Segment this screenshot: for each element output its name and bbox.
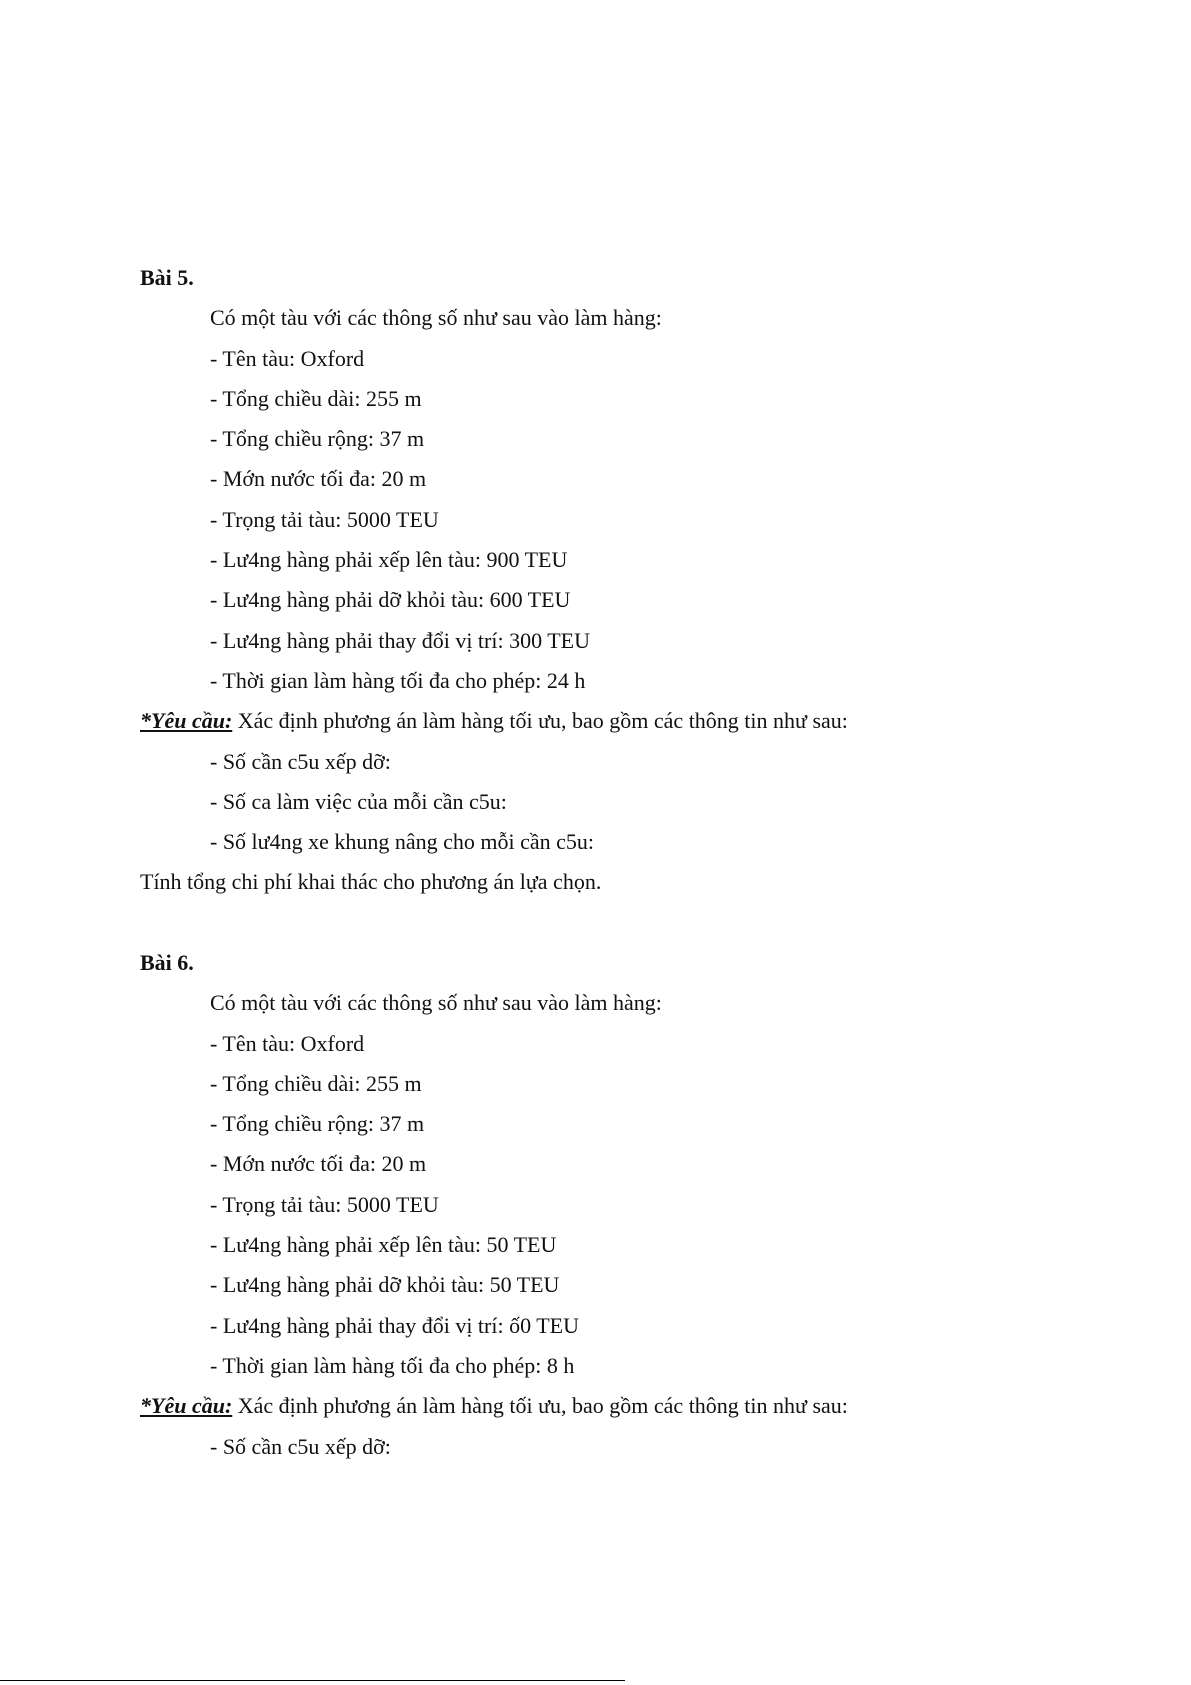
param-max-time: - Thời gian làm hàng tối đa cho phép: 24 h — [210, 667, 586, 693]
param-draft: - Mớn nước tối đa: 20 m — [210, 1151, 427, 1177]
requirement-item-cranes: - Số cần c5u xếp dỡ: — [210, 748, 391, 774]
param-load: - Lư4ng hàng phải xếp lên tàu: 900 TEU — [210, 547, 568, 573]
exercise-closing: Tính tổng chi phí khai thác cho phương án lựa chọn. — [140, 869, 602, 895]
param-restow: - Lư4ng hàng phải thay đổi vị trí: ố0 TEU — [210, 1312, 579, 1338]
param-capacity: - Trọng tải tàu: 5000 TEU — [210, 506, 439, 532]
requirement-line — [140, 701, 1120, 741]
requirement-text: Xác định phương án làm hàng tối ưu, bao gồm các thông tin như sau: — [232, 1393, 848, 1419]
exercise-5 — [140, 265, 1120, 903]
requirement-label: *Yêu cầu: — [140, 708, 233, 734]
exercise-heading: Bài 6. — [140, 950, 194, 975]
param-draft: - Mớn nước tối đa: 20 m — [210, 466, 427, 492]
requirement-line — [140, 1386, 1120, 1426]
param-length: - Tổng chiều dài: 255 m — [210, 385, 422, 411]
param-length: - Tổng chiều dài: 255 m — [210, 1070, 422, 1096]
param-unload: - Lư4ng hàng phải dỡ khỏi tàu: 50 TEU — [210, 1272, 560, 1298]
requirement-item-shifts: - Số ca làm việc của mỗi cần c5u: — [210, 788, 507, 814]
footer-divider — [0, 1680, 625, 1681]
param-ship-name: - Tên tàu: Oxford — [210, 1030, 365, 1056]
exercise-intro: Có một tàu với các thông số như sau vào làm hàng: — [210, 305, 662, 331]
param-capacity: - Trọng tải tàu: 5000 TEU — [210, 1191, 439, 1217]
exercise-intro: Có một tàu với các thông số như sau vào làm hàng: — [210, 990, 662, 1016]
param-width: - Tổng chiều rộng: 37 m — [210, 1111, 425, 1137]
param-max-time: - Thời gian làm hàng tối đa cho phép: 8 h — [210, 1352, 575, 1378]
param-restow: - Lư4ng hàng phải thay đổi vị trí: 300 TEU — [210, 627, 590, 653]
exercise-6 — [140, 950, 1120, 1467]
param-ship-name: - Tên tàu: Oxford — [210, 345, 365, 371]
param-load: - Lư4ng hàng phải xếp lên tàu: 50 TEU — [210, 1232, 557, 1258]
requirement-text: Xác định phương án làm hàng tối ưu, bao gồm các thông tin như sau: — [232, 708, 848, 734]
param-unload: - Lư4ng hàng phải dỡ khỏi tàu: 600 TEU — [210, 587, 571, 613]
param-width: - Tổng chiều rộng: 37 m — [210, 426, 425, 452]
requirement-item-cranes: - Số cần c5u xếp dỡ: — [210, 1433, 391, 1459]
exercise-heading: Bài 5. — [140, 265, 194, 290]
requirement-label: *Yêu cầu: — [140, 1393, 233, 1419]
requirement-item-trucks: - Số lư4ng xe khung nâng cho mỗi cần c5u: — [210, 829, 595, 855]
